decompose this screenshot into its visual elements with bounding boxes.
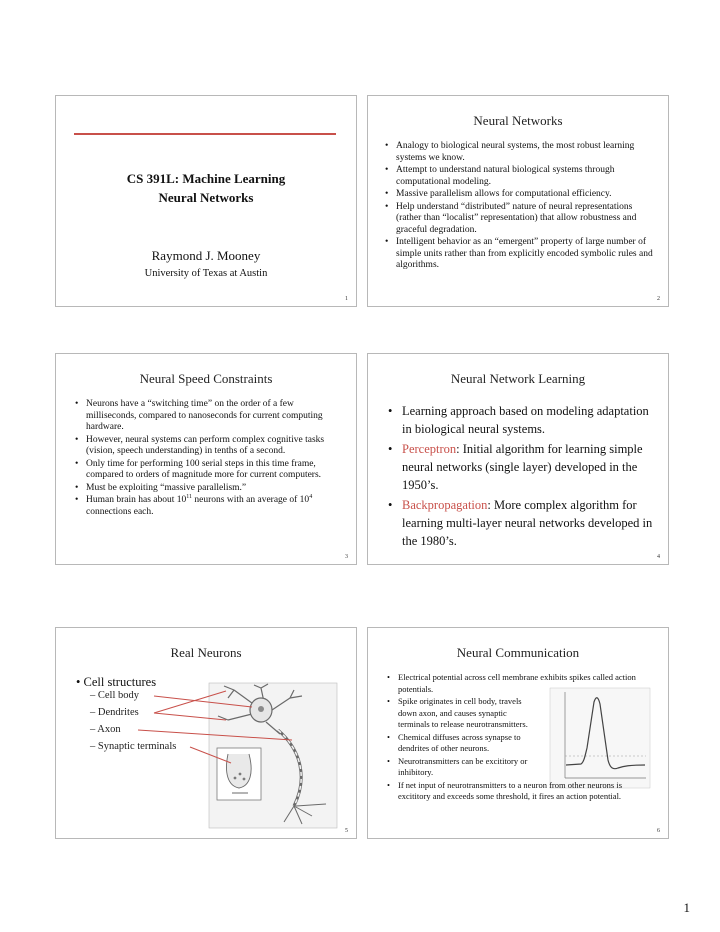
item-cell-body: – Cell body xyxy=(90,690,139,701)
slide-1 xyxy=(55,95,357,307)
bullet-list xyxy=(74,399,326,519)
cell-structures-heading: • Cell structures xyxy=(76,675,157,689)
bullet-list xyxy=(386,672,646,804)
bullet-list xyxy=(386,402,656,552)
item-synaptic-terminals: – Synaptic terminals xyxy=(90,741,177,752)
page-number: 1 xyxy=(683,900,690,915)
slide-number: 5 xyxy=(345,828,348,834)
bullet-item: • Attempt to understand natural biological systems through computational modeling. xyxy=(384,165,656,188)
author-name: Raymond J. Mooney xyxy=(151,248,261,263)
bullet-list xyxy=(384,141,656,273)
slide-number: 4 xyxy=(657,554,660,560)
neuron-diagram xyxy=(56,628,356,838)
bullet-item: • Intelligent behavior as an “emergent” property of large number of simple units rather than from explicitly encoded symbolic rules and algorithms. xyxy=(384,237,656,272)
bullet-item: • If net input of neurotransmitters to a neuron from other neurons is excititory and exceeds some threshold, it fires an action potential. xyxy=(386,780,646,803)
deck-subtitle: Neural Networks xyxy=(158,190,254,205)
bullet-item: • Must be exploiting “massive parallelism.” xyxy=(74,483,326,495)
bullet-item-brain: • Human brain has about $10^{11}$ neurons with an average of $10^4$ connections each. xyxy=(74,495,326,518)
backpropagation-term: Backpropagation xyxy=(402,498,488,512)
title-rule xyxy=(74,133,336,135)
slide-title: Neural Speed Constraints xyxy=(139,371,273,386)
slide-title: Neural Network Learning xyxy=(450,371,586,386)
bullet-item-perceptron: • Perceptron: Initial algorithm for learning simple neural networks (single layer) developed in the 1950’s. xyxy=(386,440,656,494)
course-title: CS 391L: Machine Learning xyxy=(126,171,286,186)
bullet-item: • Help understand “distributed” nature of neural representations (rather than “localist” representation) that allow robustness and graceful degradation. xyxy=(384,202,656,237)
slide-number: 1 xyxy=(345,296,348,302)
slide-6 xyxy=(367,627,669,839)
bullet-item: • Neurons have a “switching time” on the order of a few milliseconds, compared to nanoseconds for current computing hardware. xyxy=(74,399,326,434)
bullet-item: • Electrical potential across cell membrane exhibits spikes called action potentials. xyxy=(386,672,646,695)
slide-title: Neural Communication xyxy=(456,645,580,660)
bullet-item-backprop: • Backpropagation: More complex algorithm for learning multi-layer neural networks developed in the 1980’s. xyxy=(386,496,656,550)
slide-title: Real Neurons xyxy=(170,645,242,660)
bullet-item: • Learning approach based on modeling adaptation in biological neural systems. xyxy=(386,402,656,438)
slide-number: 2 xyxy=(657,296,660,302)
slide-5 xyxy=(55,627,357,839)
bullet-item: • Spike originates in cell body, travels down axon, and causes synaptic terminals to release neurotransmitters. xyxy=(386,696,528,731)
bullet-item: • Massive parallelism allows for computational efficiency. xyxy=(384,189,656,201)
perceptron-term: Perceptron xyxy=(402,442,457,456)
slide-4 xyxy=(367,353,669,565)
slide-title: Neural Networks xyxy=(473,113,563,128)
slide-number: 3 xyxy=(345,554,348,560)
slide-3 xyxy=(55,353,357,565)
bullet-item: • However, neural systems can perform complex cognitive tasks (vision, speech understanding) in tenths of a second. xyxy=(74,435,326,458)
bullet-item: • Chemical diffuses across synapse to dendrites of other neurons. xyxy=(386,732,528,755)
bullet-item: • Only time for performing 100 serial steps in this time frame, compared to orders of magnitude more for current computers. xyxy=(74,459,326,482)
item-dendrites: – Dendrites xyxy=(90,707,139,718)
slide-number: 6 xyxy=(657,828,660,834)
author-affiliation: University of Texas at Austin xyxy=(144,268,268,279)
item-axon: – Axon xyxy=(90,724,121,735)
slide-2 xyxy=(367,95,669,307)
bullet-item: • Analogy to biological neural systems, the most robust learning systems we know. xyxy=(384,141,656,164)
bullet-item: • Neurotransmitters can be excititory or inhibitory. xyxy=(386,756,528,779)
